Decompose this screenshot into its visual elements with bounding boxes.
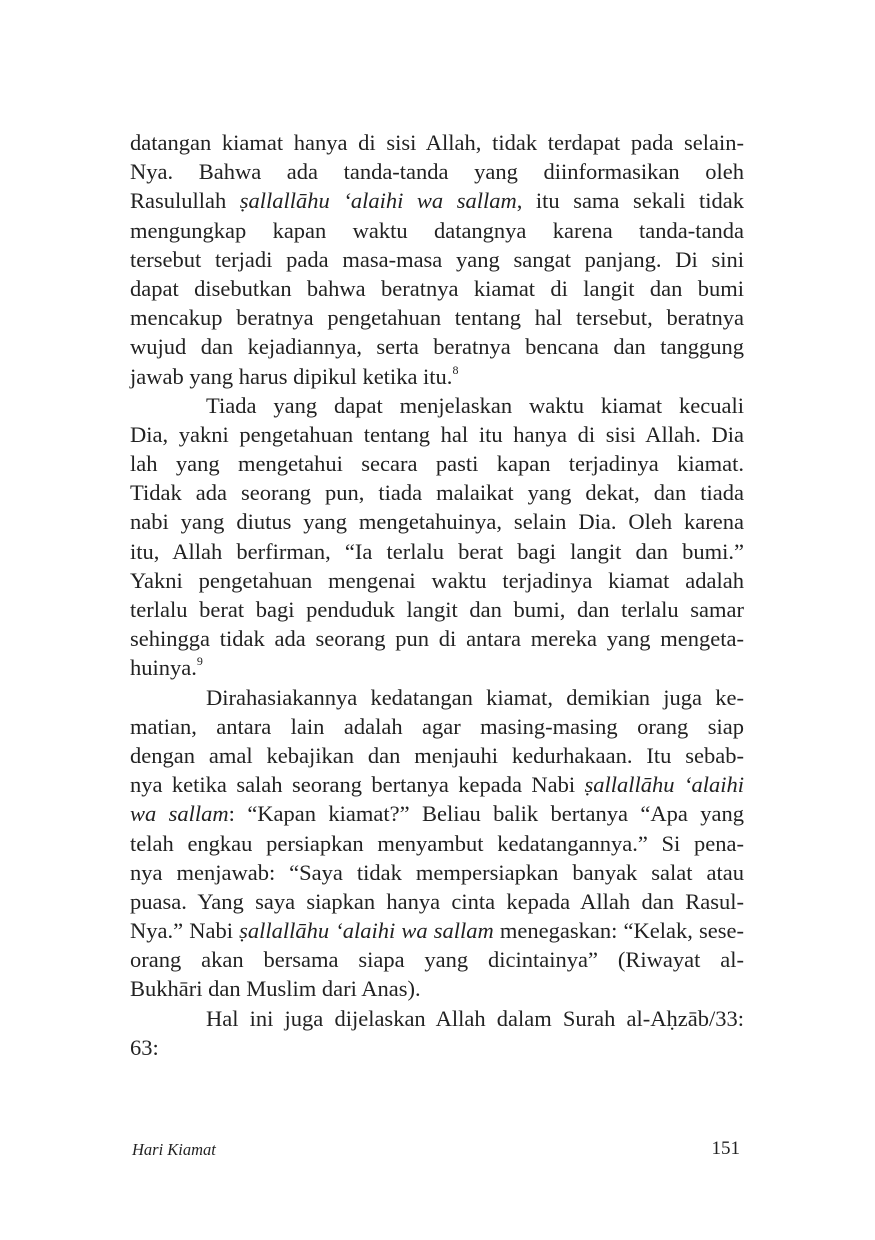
paragraph-4 — [130, 1004, 744, 1062]
text-line: Yakni pengetahuan mengenai waktu terjadinya kiamat adalah — [130, 567, 744, 593]
text-line: Hal ini juga dijelaskan Allah dalam Surah al-Aḥzāb/33: — [206, 1005, 744, 1031]
page-number: 151 — [711, 1138, 740, 1159]
text-line: matian, antara lain adalah agar masing-masing orang siap — [130, 713, 744, 739]
text-line: jawab yang harus dipikul ketika itu.$^8$ — [130, 362, 459, 389]
text-line: nya menjawab: “Saya tidak mempersiapkan banyak salat atau — [130, 859, 744, 885]
text-line: mencakup beratnya pengetahuan tentang hal tersebut, beratnya — [130, 305, 744, 331]
footnote-ref-9[interactable]: 9 — [196, 654, 203, 669]
running-title: Hari Kiamat — [132, 1140, 216, 1159]
text-line: Bukhāri dan Muslim dari Anas). — [130, 976, 421, 1002]
text-line: nabi yang diutus yang mengetahuinya, selain Dia. Oleh karena — [130, 509, 744, 535]
text-line: Tidak ada seorang pun, tiada malaikat yang dekat, dan tiada — [130, 480, 744, 506]
text-line: Nya. Bahwa ada tanda-tanda yang diinformasikan oleh — [130, 159, 744, 185]
paragraph-1 — [130, 128, 744, 391]
text-line: wa sallam: “Kapan kiamat?” Beliau balik bertanya “Apa yang — [130, 801, 745, 827]
text-line: mengungkap kapan waktu datangnya karena tanda-tanda — [130, 217, 744, 243]
text-line: sehingga tidak ada seorang pun di antara mereka yang mengeta- — [130, 626, 744, 652]
paragraph-2 — [130, 391, 744, 683]
text-line: puasa. Yang saya siapkan hanya cinta kepada Allah dan Rasul- — [130, 888, 744, 914]
text-line: dengan amal kebajikan dan menjauhi kedurhakaan. Itu sebab- — [130, 742, 744, 768]
text-line: datangan kiamat hanya di sisi Allah, tidak terdapat pada selain- — [130, 130, 744, 155]
honorific-italic: ṣallallāhu ‘alaihi — [584, 772, 744, 798]
paragraph-3 — [130, 683, 744, 1004]
main-text — [130, 128, 744, 1062]
text-line: 63: — [130, 1034, 159, 1060]
page-footer — [132, 1138, 740, 1162]
text-line: lah yang mengetahui secara pasti kapan terjadinya kiamat. — [130, 451, 744, 477]
text-line: tersebut terjadi pada masa-masa yang sangat panjang. Di sini — [130, 246, 744, 272]
text-line: wujud dan kejadiannya, serta beratnya bencana dan tanggung — [130, 334, 744, 360]
text-line: Tiada yang dapat menjelaskan waktu kiamat kecuali — [206, 392, 744, 418]
text-line: nya ketika salah seorang bertanya kepada Nabi ṣallallāhu ‘alaihi — [130, 772, 744, 798]
text-line: Dirahasiakannya kedatangan kiamat, demikian juga ke- — [206, 684, 744, 710]
text-line: dapat disebutkan bahwa beratnya kiamat di langit dan bumi — [130, 275, 744, 301]
footnote-ref-8[interactable]: 8 — [452, 362, 459, 377]
text-line: telah engkau persiapkan menyambut kedatangannya.” Si pena- — [130, 830, 744, 856]
honorific-italic: ṣallallāhu ‘alaihi wa sallam — [239, 918, 494, 944]
text-line: huinya.$^9$ — [130, 654, 203, 681]
text-line: Dia, yakni pengetahuan tentang hal itu hanya di sisi Allah. Dia — [130, 421, 744, 447]
text-line: Nya.” Nabi ṣallallāhu ‘alaihi wa sallam menegaskan: “Kelak, sese- — [130, 918, 744, 944]
text-line: orang akan bersama siapa yang dicintainya” (Riwayat al- — [130, 947, 744, 973]
text-line: itu, Allah berfirman, “Ia terlalu berat bagi langit dan bumi.” — [130, 538, 744, 564]
honorific-italic: wa sallam — [130, 801, 229, 827]
honorific-italic: ṣallallāhu ‘alaihi wa sallam — [239, 188, 517, 214]
text-line: terlalu berat bagi penduduk langit dan bumi, dan terlalu samar — [130, 597, 744, 622]
text-line: Rasulullah ṣallallāhu ‘alaihi wa sallam, itu sama sekali tidak — [130, 188, 744, 214]
